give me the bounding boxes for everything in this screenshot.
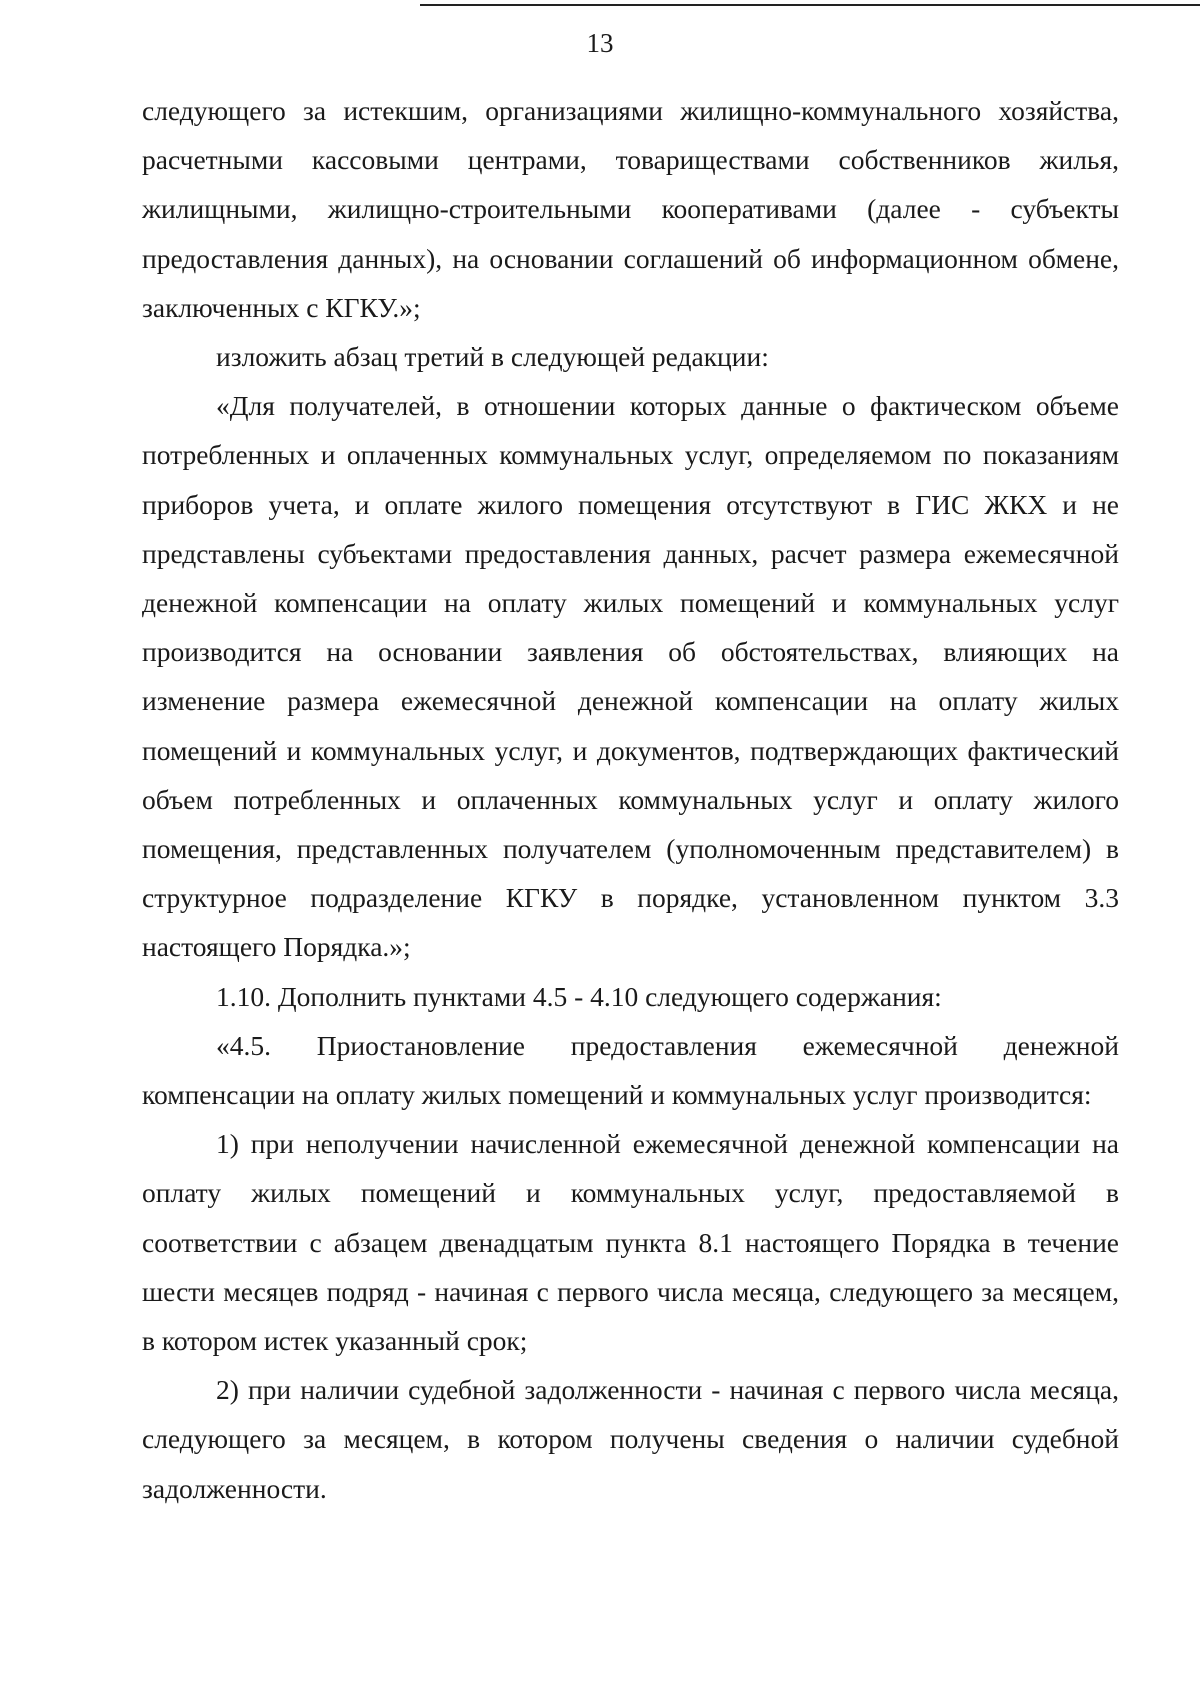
top-border-line (420, 4, 1200, 6)
paragraph: следующего за истекшим, организациями жилищно-коммунального хозяйства, расчетными кассовыми центрами, товариществами собственников жилья, жилищными, жилищно-строительными кооперативами (далее - субъекты предоставления данных), на основании соглашений об информационном обмене, заключенных с КГКУ.»; (142, 95, 1119, 323)
paragraph: «4.5. Приостановление предоставления ежемесячной денежной компенсации на оплату жилых помещений и коммунальных услуг производится: (142, 1029, 1119, 1111)
paragraph: 1) при неполучении начисленной ежемесячной денежной компенсации на оплату жилых помещений и коммунальных услуг, предоставляемой в соответствии с абзацем двенадцатым пункта 8.1 настоящего Порядка в течение шести месяцев подряд - начиная с первого числа месяца, следующего за месяцем, в котором истек указанный срок; (142, 1128, 1119, 1357)
paragraph: «Для получателей, в отношении которых данные о фактическом объеме потребленных и оплаченных коммунальных услуг, определяемом по показаниям приборов учета, и оплате жилого помещения отсутствуют в ГИС ЖКХ и не представлены субъектами предоставления данных, расчет размера ежемесячной денежной компенсации на оплату жилых помещений и коммунальных услуг производится на основании заявления об обстоятельствах, влияющих на изменение размера ежемесячной денежной компенсации на оплату жилых помещений и коммунальных услуг, и документов, подтверждающих фактический объем потребленных и оплаченных коммунальных услуг и оплату жилого помещения, представленных получателем (уполномоченным представителем) в структурное подразделение КГКУ в порядке, установленном пунктом 3.3 настоящего Порядка.»; (142, 390, 1119, 963)
paragraph: 1.10. Дополнить пунктами 4.5 - 4.10 следующего содержания: (216, 980, 942, 1012)
page-number: 13 (586, 28, 614, 58)
document-body (142, 86, 1119, 1513)
paragraph: изложить абзац третий в следующей редакции: (216, 341, 769, 373)
paragraph: 2) при наличии судебной задолженности - начиная с первого числа месяца, следующего за месяцем, в котором получены сведения о наличии судебной задолженности. (142, 1374, 1119, 1504)
